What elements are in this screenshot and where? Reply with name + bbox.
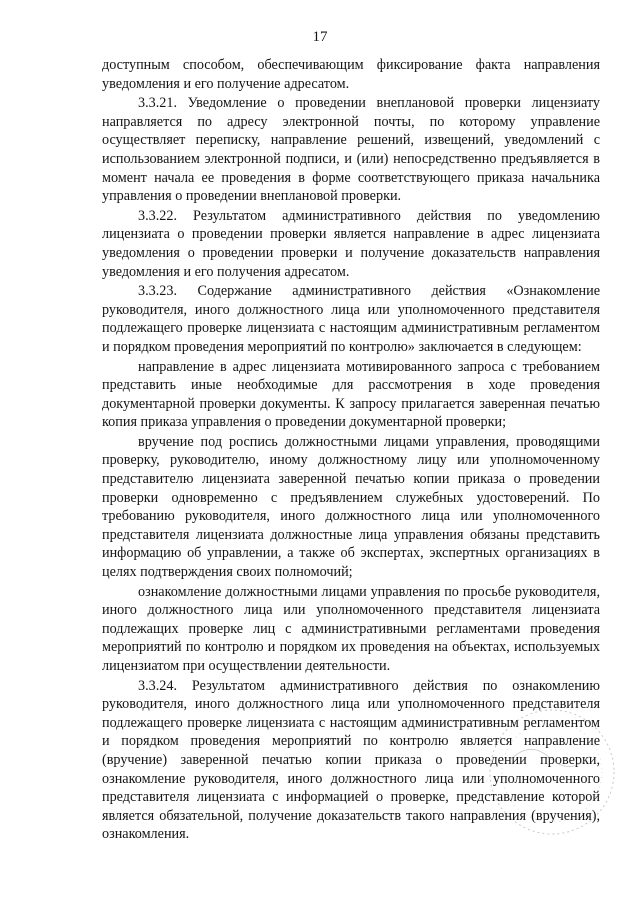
list-item-delivery: вручение под роспись должностными лицами управления, проводящими проверку, руководителю, иному должностному лицу или уполномоченному представителю лицензиата заверенной печатью копии приказа о проведении проверки одновременно с предъявлением служебных удостоверений. По требованию руководителя, иного должностного лица или уполномоченного представителя лицензиата должностные лица управления обязаны представить информацию об управлении, а также об экспертах, экспертных организациях в целях подтверждения своих полномочий; [102, 433, 600, 581]
list-item-familiarization: ознакомление должностными лицами управления по просьбе руководителя, иного должностного лица или уполномоченного представителя лицензиата подлежащих проверке лиц с административными регламентами проведения мероприятий по контролю и порядком их проведения на объектах, используемых лицензиатом при осуществлении деятельности. [102, 583, 600, 674]
paragraph-3-3-24: 3.3.24. Результатом административного действия по ознакомлению руководителя, иного должностного лица или уполномоченного представителя подлежащего проверке лицензиата с настоящим административным регламентом и порядком проведения мероприятий по контролю является направление (вручение) заверенной печатью копии приказа о проведении проверки, ознакомление руководителя, иного должностного лица или уполномоченного представителя лицензиата с информацией о проверке, представление которой является обязательной, получение доказательств такого направления (вручения), ознакомления. [102, 677, 600, 843]
paragraph-continuation: доступным способом, обеспечивающим фиксирование факта направления уведомления и его получение адресатом. [102, 57, 600, 92]
paragraph-3-3-23: 3.3.23. Содержание административного действия «Ознакомление руководителя, иного должностного лица или уполномоченного представителя подлежащего проверке лицензиата с настоящим административным регламентом и порядком проведения мероприятий по контролю» заключается в следующем: [102, 283, 600, 355]
list-item-request: направление в адрес лицензиата мотивированного запроса с требованием представить иные необходимые для рассмотрения в ходе проведения документарной проверки документы. К запросу прилагается заверенная печатью копия приказа управления о проведении документарной проверки; [102, 358, 600, 431]
paragraph-3-3-21: 3.3.21. Уведомление о проведении внеплановой проверки лицензиату направляется по адресу электронной почты, по которому управление осуществляет переписку, направление решений, извещений, уведомлений с использованием электронной подписи, и (или) непосредственно предъявляется в момент начала ее проведения в форме соответствующего приказа начальника управления о проведении внеплановой проверки. [102, 95, 600, 205]
paragraph-3-3-22: 3.3.22. Результатом административного действия по уведомлению лицензиата о проведении проверки является направление в адрес лицензиата уведомления о проведении проверки и получение доказательств направления уведомления и его получения адресатом. [102, 207, 600, 280]
page-number: 17 [312, 29, 328, 45]
document-body [102, 56, 600, 844]
